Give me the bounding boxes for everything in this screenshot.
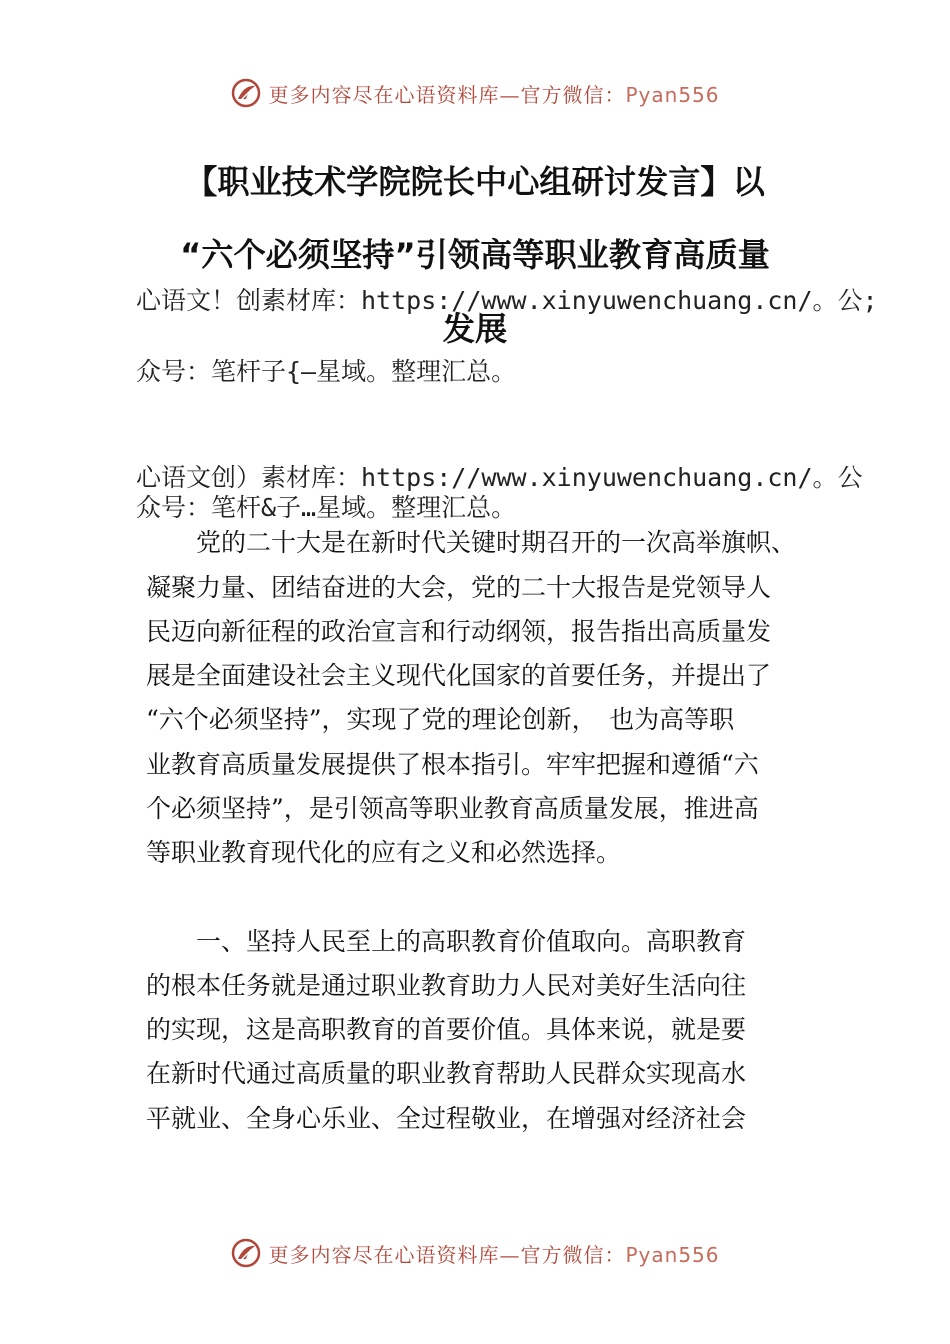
paragraph-line: “六个必须坚持”，实现了党的理论创新， 也为高等职	[146, 705, 735, 734]
paragraph-line: 的根本任务就是通过职业教育助力人民对美好生活向往	[146, 971, 747, 1000]
banner-text	[268, 1239, 719, 1268]
paragraph-line: 民迈向新征程的政治宣言和行动纲领，报告指出高质量发	[146, 617, 772, 646]
banner-text-cn: 更多内容尽在心语资料库—官方微信：	[268, 1242, 626, 1267]
banner-text-cn: 更多内容尽在心语资料库—官方微信：	[268, 82, 626, 107]
paragraph-line: 一、坚持人民至上的高职教育价值取向。高职教育	[146, 927, 747, 956]
title-line-3: 发展	[442, 310, 508, 348]
header-banner	[0, 73, 950, 113]
banner-wechat-id: Pyan556	[625, 82, 720, 107]
title-line-2: “六个必须坚持”引领高等职业教育高质量	[180, 236, 770, 274]
paragraph-line: 个必须坚持”，是引领高等职业教育高质量发展，推进高	[146, 794, 759, 823]
title-line-1: 【职业技术学院院长中心组研讨发言】以	[185, 163, 765, 201]
watermark-line-4: 众号：笔杆&子…星域。整理汇总。	[136, 493, 517, 522]
logo-icon	[230, 77, 262, 109]
watermark-line-2: 众号：笔杆子{—星域。整理汇总。	[136, 357, 517, 386]
paragraph-line: 在新时代通过高质量的职业教育帮助人民群众实现高水	[146, 1059, 747, 1088]
banner-wechat-id: Pyan556	[625, 1242, 720, 1267]
logo-icon	[230, 1237, 262, 1269]
paragraph-line: 业教育高质量发展提供了根本指引。牢牢把握和遵循“六	[146, 750, 759, 779]
paragraph-line: 凝聚力量、团结奋进的大会，党的二十大报告是党领导人	[146, 573, 772, 602]
paragraph-line: 等职业教育现代化的应有之义和必然选择。	[146, 838, 622, 867]
paragraph-line: 平就业、全身心乐业、全过程敬业，在增强对经济社会	[146, 1104, 747, 1133]
footer-banner	[0, 1233, 950, 1273]
paragraph-line: 的实现，这是高职教育的首要价值。具体来说，就是要	[146, 1015, 747, 1044]
paragraph-line: 展是全面建设社会主义现代化国家的首要任务，并提出了	[146, 661, 772, 690]
watermark-line-1: 心语文！创素材库：https://www.xinyuwenchuang.cn/。公;	[136, 286, 878, 315]
paragraph-line: 党的二十大是在新时代关键时期召开的一次高举旗帜、	[146, 528, 797, 557]
banner-text	[268, 79, 719, 108]
watermark-line-3: 心语文创）素材库：https://www.xinyuwenchuang.cn/。公	[136, 463, 863, 492]
